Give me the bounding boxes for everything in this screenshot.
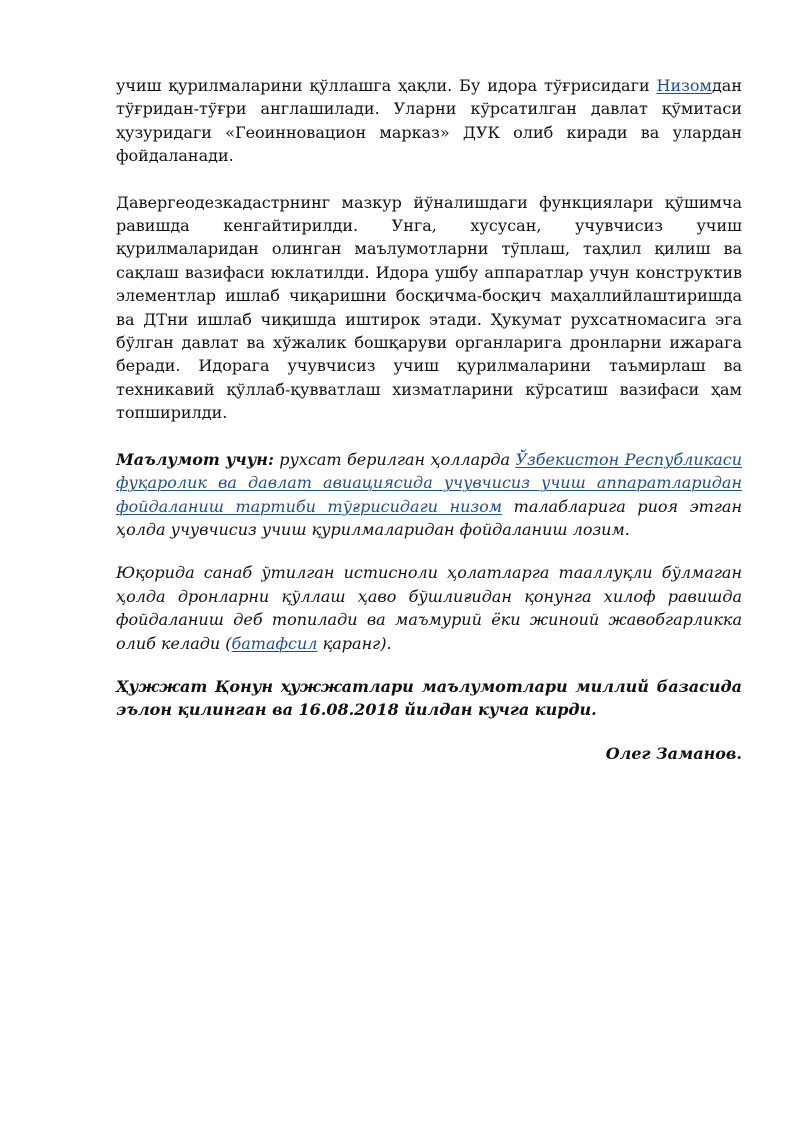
paragraph-regulation-reference: [116, 74, 742, 168]
paragraph-text: учиш қурилмаларини қўллашга ҳақли. Бу идора тўғрисидаги: [116, 76, 657, 95]
paragraph-text: дан тўғридан-тўғри англашилади. Уларни кўрсатилган давлат қўмитаси ҳузуридаги «Геоинновацион марказ» ДУК олиб киради ва улардан фойдаланади.: [116, 76, 742, 166]
paragraph-for-reference: [116, 448, 742, 542]
paragraph-text: қаранг).: [317, 633, 392, 653]
regulation-link[interactable]: Низом: [656, 76, 712, 95]
drone-usage-regulation-link[interactable]: Ўзбекистон Республикаси фуқаролик ва давлат авиациясида учувчисиз учиш аппаратларидан фойдаланиш тартиби тўғрисидаги низом: [116, 449, 742, 516]
paragraph-text: Ҳужжат Қонун ҳужжатлари маълумотлари миллий базасида эълон қилинган ва 16.08.2018 йилдан кучга кирди.: [116, 676, 742, 720]
document-page: [116, 74, 742, 765]
paragraph-text: талабларига риоя этган ҳолда учувчисиз учиш қурилмаларидан фойдаланиш лозим.: [116, 496, 742, 539]
paragraph-functions-expanded: [116, 191, 742, 425]
paragraph-text: Юқорида санаб ўтилган истисноли ҳолатларга тааллуқли бўлмаган ҳолда дронларни қўллаш ҳаво бўшлиғидан қонунга хилоф равишда фойдаланиш деб топилади ва маъмурий ёки жиноий жавобгарликка олиб келади (: [116, 563, 742, 653]
details-link[interactable]: батафсил: [231, 633, 318, 653]
paragraph-publication-note: [116, 675, 742, 722]
reference-lead-label: Маълумот учун:: [116, 449, 274, 469]
paragraph-text: Давергеодезкадастрнинг мазкур йўналишдаги функциялари қўшимча равишда кенгайтирилди. Унга, хусусан, учувчисиз учиш қурилмаларидан олинган маълумотларни тўплаш, таҳлил қилиш ва сақлаш вазифаси юклатилди. Идора ушбу аппаратлар учун конструктив элементлар ишлаб чиқаришни босқичма-босқич маҳаллийлаштиришда ва ДТни ишлаб чиқишда иштирок этади. Ҳукумат рухсатномасига эга бўлган давлат ва хўжалик бошқаруви органларига дронларни ижарага беради. Идорага учувчисиз учиш қурилмаларини таъмирлаш ва техникавий қўллаб-қувватлаш хизматларини кўрсатиш вазифаси ҳам топширилди.: [116, 192, 742, 423]
author-name: Олег Заманов.: [605, 743, 742, 763]
author-signature: [116, 742, 742, 765]
paragraph-text: рухсат берилган ҳолларда: [273, 449, 516, 469]
paragraph-liability-warning: [116, 561, 742, 655]
